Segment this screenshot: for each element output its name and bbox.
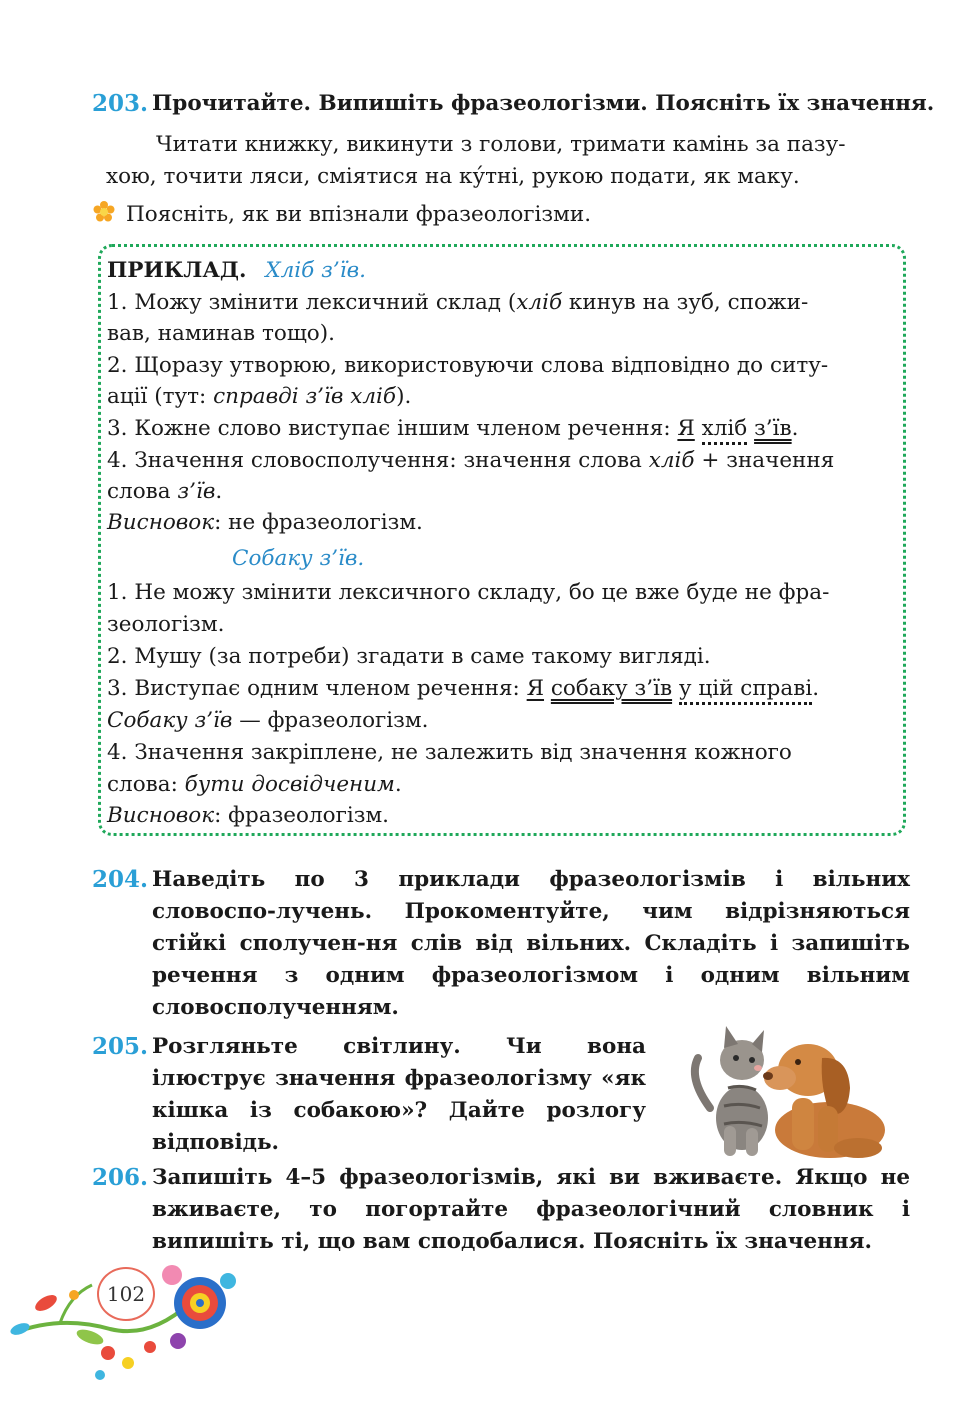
text: . <box>215 479 223 504</box>
text: хліб <box>648 448 695 473</box>
example-1-point-3 <box>107 416 798 441</box>
exercise-206-task: Запишіть 4–5 фразеологізмів, які ви вживаєте. Якщо не вживаєте, то погортайте фразеологічний словник і випишіть ті, що вам сподобалися. Поясніть їх значення. <box>152 1165 910 1254</box>
example-1-point-2-cont <box>107 384 411 409</box>
example-2-conclusion <box>107 803 389 828</box>
text: з’їв <box>177 479 216 504</box>
text: слова <box>107 479 178 504</box>
exercise-203-task: Прочитайте. Випишіть фразеологізми. Поясніть їх значення. <box>152 91 935 116</box>
exercise-205-task: Розгляньте світлину. Чи вона ілюструє значення фразеологізму «як кішка із собакою»? Дайте розлогу відповідь. <box>152 1034 646 1155</box>
kitten-and-puppy-photo <box>680 1018 890 1160</box>
subject-underline: Я <box>526 676 545 701</box>
text: слова: <box>107 772 185 797</box>
example-1-point-1-cont: вав, наминав тощо). <box>107 321 335 346</box>
text: справді з’їв хліб <box>213 384 397 409</box>
text: 1. Можу змінити лексичний склад ( <box>107 290 517 315</box>
example-heading-line <box>107 258 366 283</box>
example-2-point-1-cont: зеологізм. <box>107 612 225 637</box>
exercise-number-204: 204. <box>92 866 149 893</box>
text: ). <box>396 384 412 409</box>
text: кинув на зуб, спожи- <box>562 290 809 315</box>
text: Висновок <box>107 803 215 828</box>
example-1-point-4-cont <box>107 479 222 504</box>
exercise-number-205: 205. <box>92 1033 149 1060</box>
text: 3. Кожне слово виступає іншим членом речення: <box>107 416 678 441</box>
exercise-204-task: Наведіть по 3 приклади фразеологізмів і вільних словоспо-лучень. Прокоментуйте, чим відрізняються стійкі сполучен-ня слів від вільних. Складіть і запишіть речення з одним фразеологізмом і одним вільним словосполученням. <box>152 867 910 1020</box>
example-2-point-3 <box>107 676 819 701</box>
exercise-203-hint: Поясніть, як ви впізнали фразеологізми. <box>126 202 592 227</box>
example-2-point-1: 1. Не можу змінити лексичного складу, бо це вже буде не фра- <box>107 580 830 605</box>
example-1-conclusion <box>107 510 423 535</box>
text: хліб <box>516 290 563 315</box>
text: Висновок <box>107 510 215 535</box>
text: : фразеологізм. <box>214 803 390 828</box>
text: — фразеологізм. <box>232 708 429 733</box>
example-2-point-3-cont <box>107 708 428 733</box>
predicate-double-underline: з’їв <box>754 416 792 441</box>
text: 3. Виступає одним членом речення: <box>107 676 527 701</box>
exercise-203-line-2: хою, точити ляси, сміятися на ку́тні, рукою подати, як маку. <box>106 164 800 189</box>
example-1-point-1 <box>107 290 808 315</box>
puppy-illustration <box>763 1044 885 1158</box>
text: : не фразеологізм. <box>214 510 423 535</box>
subject-underline: Я <box>677 416 695 441</box>
predicate-double-underline: собаку з’їв <box>550 676 673 701</box>
text: . <box>791 416 799 441</box>
text: . <box>394 772 402 797</box>
exercise-203-line-1: Читати книжку, викинути з голови, тримати камінь за пазу- <box>156 132 846 157</box>
example-1-point-4 <box>107 448 834 473</box>
exercise-number-206: 206. <box>92 1164 149 1191</box>
example-heading-1: Хліб з’їв. <box>265 258 366 283</box>
example-1-point-2: 2. Щоразу утворюю, використовуючи слова відповідно до ситу- <box>107 353 829 378</box>
text: . <box>812 676 820 701</box>
object-dotted-underline: хліб <box>702 416 748 445</box>
exercise-number-203: 203. <box>92 90 149 117</box>
example-2-point-4-cont <box>107 772 402 797</box>
text: бути досвідченим <box>184 772 395 797</box>
exercise-203-text <box>106 129 912 193</box>
page-number: 102 <box>97 1267 155 1321</box>
example-2-point-2: 2. Мушу (за потреби) згадати в саме такому вигляді. <box>107 644 711 669</box>
text: Собаку з’їв <box>107 708 233 733</box>
example-2-point-4: 4. Значення закріплене, не залежить від значення кожного <box>107 740 792 765</box>
example-heading-2 <box>232 546 364 571</box>
text: + значення <box>694 448 835 473</box>
example-label: ПРИКЛАД. <box>107 258 247 283</box>
text: ації (тут: <box>107 384 214 409</box>
kitten-illustration <box>695 1026 768 1156</box>
flower-icon <box>92 200 116 224</box>
adverbial-dotted-underline: у цій справі <box>679 676 812 705</box>
text: Собаку з’їв. <box>232 546 365 571</box>
text: 4. Значення словосполучення: значення слова <box>107 448 649 473</box>
